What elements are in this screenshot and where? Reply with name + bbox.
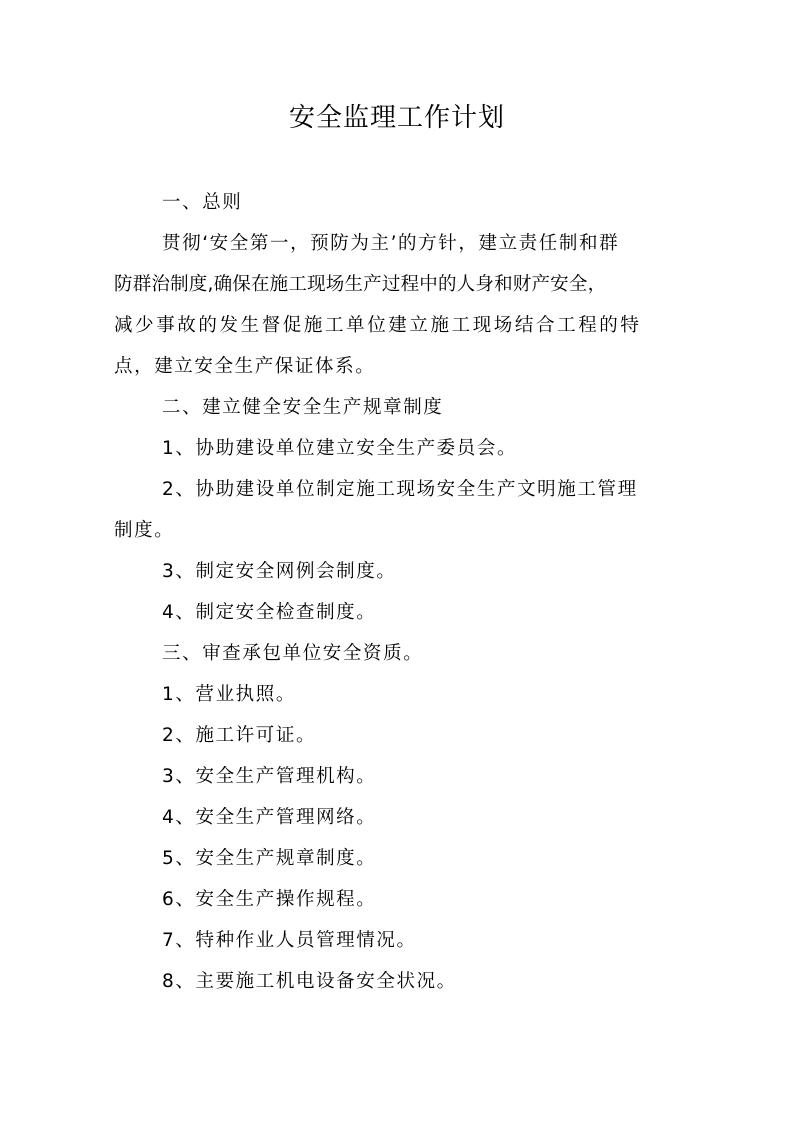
list-item: 8、主要施工机电设备安全状况。 <box>162 971 457 992</box>
list-item: 1、协助建设单位建立安全生产委员会。 <box>162 438 518 459</box>
list-item: 3、安全生产管理机构。 <box>162 766 377 787</box>
document-body <box>114 182 676 1002</box>
list-item: 7、特种作业人员管理情况。 <box>162 930 417 951</box>
list-item: 4、安全生产管理网络。 <box>162 807 377 828</box>
list-item: 6、安全生产操作规程。 <box>162 889 377 910</box>
section-heading-general: 一、总则 <box>162 192 243 213</box>
list-item: 4、制定安全检查制度。 <box>162 602 377 623</box>
section-heading-rules: 二、建立健全安全生产规章制度 <box>162 397 444 418</box>
list-item: 2、施工许可证。 <box>162 725 317 746</box>
paragraph-line: 减少事故的发生督促施工单位建立施工现场结合工程的特 <box>114 315 642 336</box>
paragraph-line: 贯彻‘安全第一，预防为主’的方针，建立责任制和群 <box>162 233 620 254</box>
list-item: 2、协助建设单位制定施工现场安全生产文明施工管理 <box>162 479 638 500</box>
document-title: 安全监理工作计划 <box>288 103 505 133</box>
list-item: 5、安全生产规章制度。 <box>162 848 377 869</box>
section-heading-qualification: 三、审查承包单位安全资质。 <box>162 643 424 664</box>
paragraph-line: 防群治制度,确保在施工现场生产过程中的人身和财产安全， <box>114 274 607 295</box>
list-item: 3、制定安全网例会制度。 <box>162 561 397 582</box>
paragraph-line: 点，建立安全生产保证体系。 <box>114 356 376 377</box>
list-item: 1、营业执照。 <box>162 684 296 705</box>
list-item-continuation: 制度。 <box>114 520 175 541</box>
